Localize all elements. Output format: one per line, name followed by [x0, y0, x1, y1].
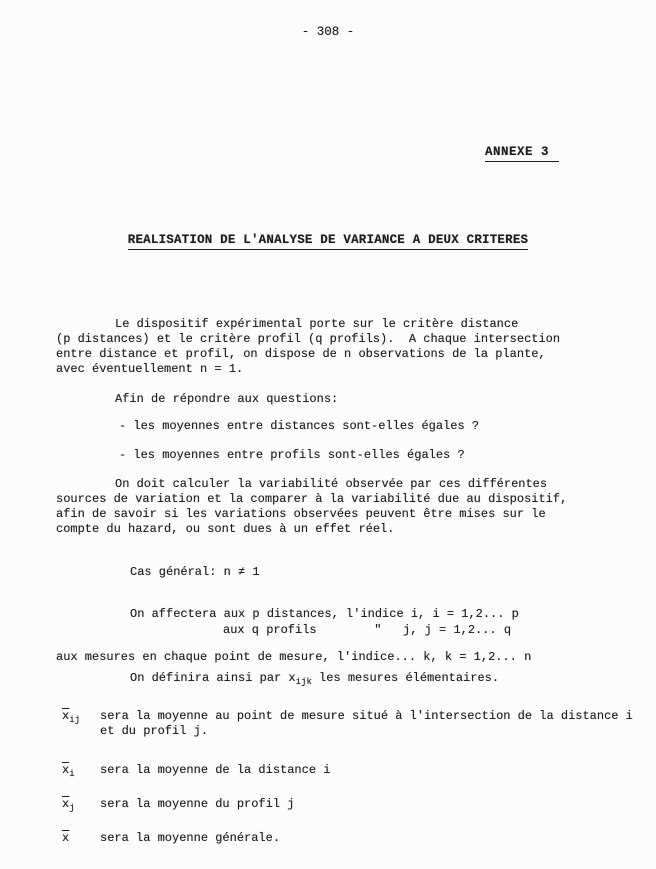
subscript: ij	[69, 715, 81, 725]
text-line: entre distance et profil, on dispose de n observations de la plante,	[56, 347, 546, 361]
text-line: On affectera aux p distances, l'indice i, i = 1,2... p	[130, 607, 519, 621]
page-number: - 308 -	[301, 25, 355, 39]
text-line: On doit calculer la variabilité observée par ces différentes	[115, 477, 548, 491]
text-line: compte du hazard, ou sont dues à un effet réel.	[56, 522, 395, 536]
annexe-heading	[485, 145, 559, 162]
xbar-symbol: $\overline{x}$	[62, 831, 70, 845]
text-line: sera la moyenne de la distance i	[100, 763, 331, 777]
text-segment: On définira ainsi par x	[130, 671, 296, 685]
text-line: aux mesures en chaque point de mesure, l'indice... k, k = 1,2... n	[56, 650, 532, 664]
document-title	[0, 233, 656, 250]
text-line: aux q profils " j, j = 1,2... q	[223, 623, 512, 637]
text-line: avec éventuellement n = 1.	[56, 362, 244, 376]
xbar-symbol: $\overline{x}$	[62, 797, 70, 811]
document-title-text: REALISATION DE L'ANALYSE DE VARIANCE A DEUX CRITERES	[128, 233, 528, 250]
text-line: Afin de répondre aux questions:	[115, 392, 339, 406]
text-line: Le dispositif expérimental porte sur le critère distance	[115, 317, 519, 331]
text-line: sera la moyenne générale.	[100, 831, 281, 845]
subscript: ijk	[295, 677, 312, 687]
text-line	[62, 798, 75, 812]
text-line: (p distances) et le critère profil (q profils). A chaque intersection	[56, 332, 561, 346]
text-line	[130, 672, 499, 686]
text-line	[62, 710, 80, 724]
annexe-label: ANNEXE 3	[485, 145, 559, 162]
text-line: sources de variation et la comparer à la variabilité due au dispositif,	[56, 492, 568, 506]
text-line	[62, 832, 69, 845]
text-line	[62, 764, 75, 778]
subscript: i	[69, 769, 75, 779]
xbar-symbol: $\overline{x}$	[62, 763, 70, 777]
text-line: afin de savoir si les variations observées peuvent être mises sur le	[56, 507, 546, 521]
text-segment: les mesures élémentaires.	[311, 671, 500, 685]
text-line: et du profil j.	[100, 724, 209, 738]
text-line: sera la moyenne du profil j	[100, 797, 295, 811]
text-line: - les moyennes entre profils sont-elles égales ?	[119, 448, 465, 462]
text-line: Cas général: n ≠ 1	[130, 565, 260, 579]
xbar-symbol: $\overline{x}$	[62, 709, 70, 723]
text-line: - les moyennes entre distances sont-elles égales ?	[119, 419, 480, 433]
text-line: sera la moyenne au point de mesure situé à l'intersection de la distance i	[100, 709, 633, 723]
subscript: j	[69, 803, 75, 813]
